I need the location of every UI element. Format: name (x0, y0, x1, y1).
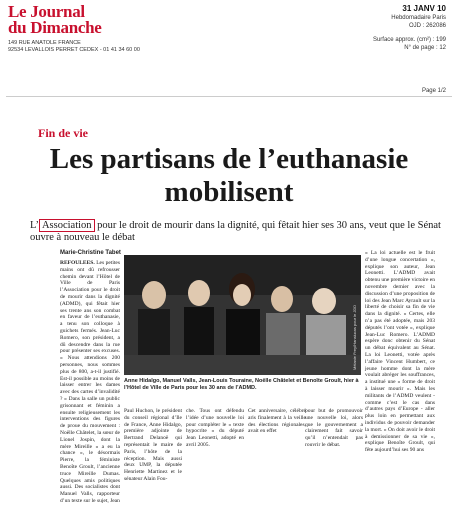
article-column-6: « La loi actuelle est le fruit d’une longue concertation », explique son auteur, Jean Leonetti. L’ADMD avait obtenu une première victoire en novembre dernier avec la discussion d’une proposition de loi des Jean Marc Ayrault sur la liberté de choisir sa fin de vie dans la dignité. « Certes, elle n’a pas été adoptée, mais 203 députés l’ont votée », explique Jean-Luc Romero. L’ADMD espère donc obtenir du Sénat un débat équivalent au Sénat. La loi Leonetti, votée après l’affaire Vincent Humbert, ce jeune homme dont la mère voulait abréger les souffrances, a institué une « forme de droit à laisser mourir ». Mais les militants de l’ADMD veulent - comme c’est le cas dans d’autres pays d’Europe - aller plus loin en permettant aux individus de pouvoir demander la mort. « On doit avoir le droit à demissionner de sa vie », explique Benoîte Groult, qui fête aujourd’hui ses 90 ans (365, 250, 435, 454)
headline-line2: mobilisent (164, 176, 294, 208)
page-divider (6, 96, 452, 97)
subhead-prefix: L’ (30, 220, 39, 231)
address-line2: 92534 LEVALLOIS PERRET CEDEX - 01 41 34 60 00 (8, 47, 140, 53)
article-rubric: Fin de vie (38, 126, 88, 140)
address-line1: 149 RUE ANATOLE FRANCE (8, 40, 81, 46)
photo-caption: Anne Hidalgo, Manuel Valls, Jean-Louis Touraine, Noëlle Châtelet et Benoîte Groult, hier à l’Hôtel de Ville de Paris pour les 30 ans de l’ADMD. (124, 378, 359, 391)
lead-word: REFOULEES. (60, 260, 95, 266)
article-column-4: Cet anniversaire, célébré aris finalement à la veille des élections régionales, avait en effet (248, 408, 306, 435)
article-column-3: che. Tous ont défendu l’idée d’une nouvelle loi pour compléter le « texte hypocrite » du député Jean Leonetti, adopté en avril 2005. (186, 408, 244, 448)
article-column-1 (60, 260, 120, 504)
headline-line1: Les partisans de l’euthanasie (49, 143, 409, 175)
ojd-count: OJD : 262086 (408, 23, 446, 29)
newspaper-logo-line1: Le Journal (8, 2, 85, 21)
publisher-address (8, 40, 168, 54)
periodicity: Hebdomadaire Paris (391, 15, 446, 21)
photo-credit: Mélanie Frey/Hanslucas pour le JDD (352, 304, 357, 370)
byline: Marie-Christine Tabet (60, 250, 121, 256)
article-column-2: Paul Huchon, le président du conseil régional d’Ile de France, Anne Hidalgo, première adjointe de Bertrand Delanoë qui représentait le maire de Paris, l’hôte de la réception. Mais aussi deux UMP, la députée Henriette Martinez et le sénateur Alain Fou- (124, 408, 182, 482)
newspaper-logo-line2: du Dimanche (8, 18, 102, 37)
page-number: N° de page : 12 (404, 45, 446, 51)
page-indicator: Page 1/2 (421, 88, 446, 94)
column-1-text: Les petites mains ont dû refrousser chemin devant l’Hôtel de Ville de Paris l’Association pour le droit de mourir dans la dignité (ADMD), qui fêtait hier ses trente ans son combat en faveur de l’euthanasie, a tenu son colloque à guichets fermés. Jean-Luc Romero, son président, a dû descendre dans la rue pour présenter ses excuses. « Nous attendions 200 personnes, nous sommes plus de 800, a-t-il justifié. Est-il possible au moins de laisser entrer les dames avec des cartes d’invalidité ? » Dans la salle un public grisonnant et féminin a ensuite religieusement les interventions des figures de proue du mouvement : Noëlle Châtelet, la sœur de Lionel Jospin, dont la mère Mireille « a eu la chance », le désormais Pierre, la féministe Benoîte Groult, l’ancienne truce Mireille Dumas. Quelques amis politiques aussi. Des socialistes dont Manuel Valls, rapporteur d’un texte sur le sujet, Jean (60, 260, 120, 504)
article-headline (0, 143, 458, 209)
article-photo (124, 255, 361, 375)
article-subhead (30, 220, 450, 244)
subhead-rest: pour le droit de mourir dans la dignité, qui fêtait hier ses 30 ans, veut que le Sénat ouvre à nouveau le débat (30, 220, 441, 243)
press-metadata (296, 4, 446, 52)
subhead-boxed-word: Association (39, 219, 95, 232)
masthead (8, 4, 168, 54)
photo-illustration (124, 255, 361, 375)
surface-area: Surface approx. (cm²) : 199 (372, 37, 446, 43)
issue-date: 31 JANV 10 (402, 4, 446, 13)
article-column-5: pour but de promouvoir une nouvelle loi, alors que le gouvernement a clairement fait savoir qu’il n’entendait pas rouvrir le débat. (305, 408, 363, 448)
